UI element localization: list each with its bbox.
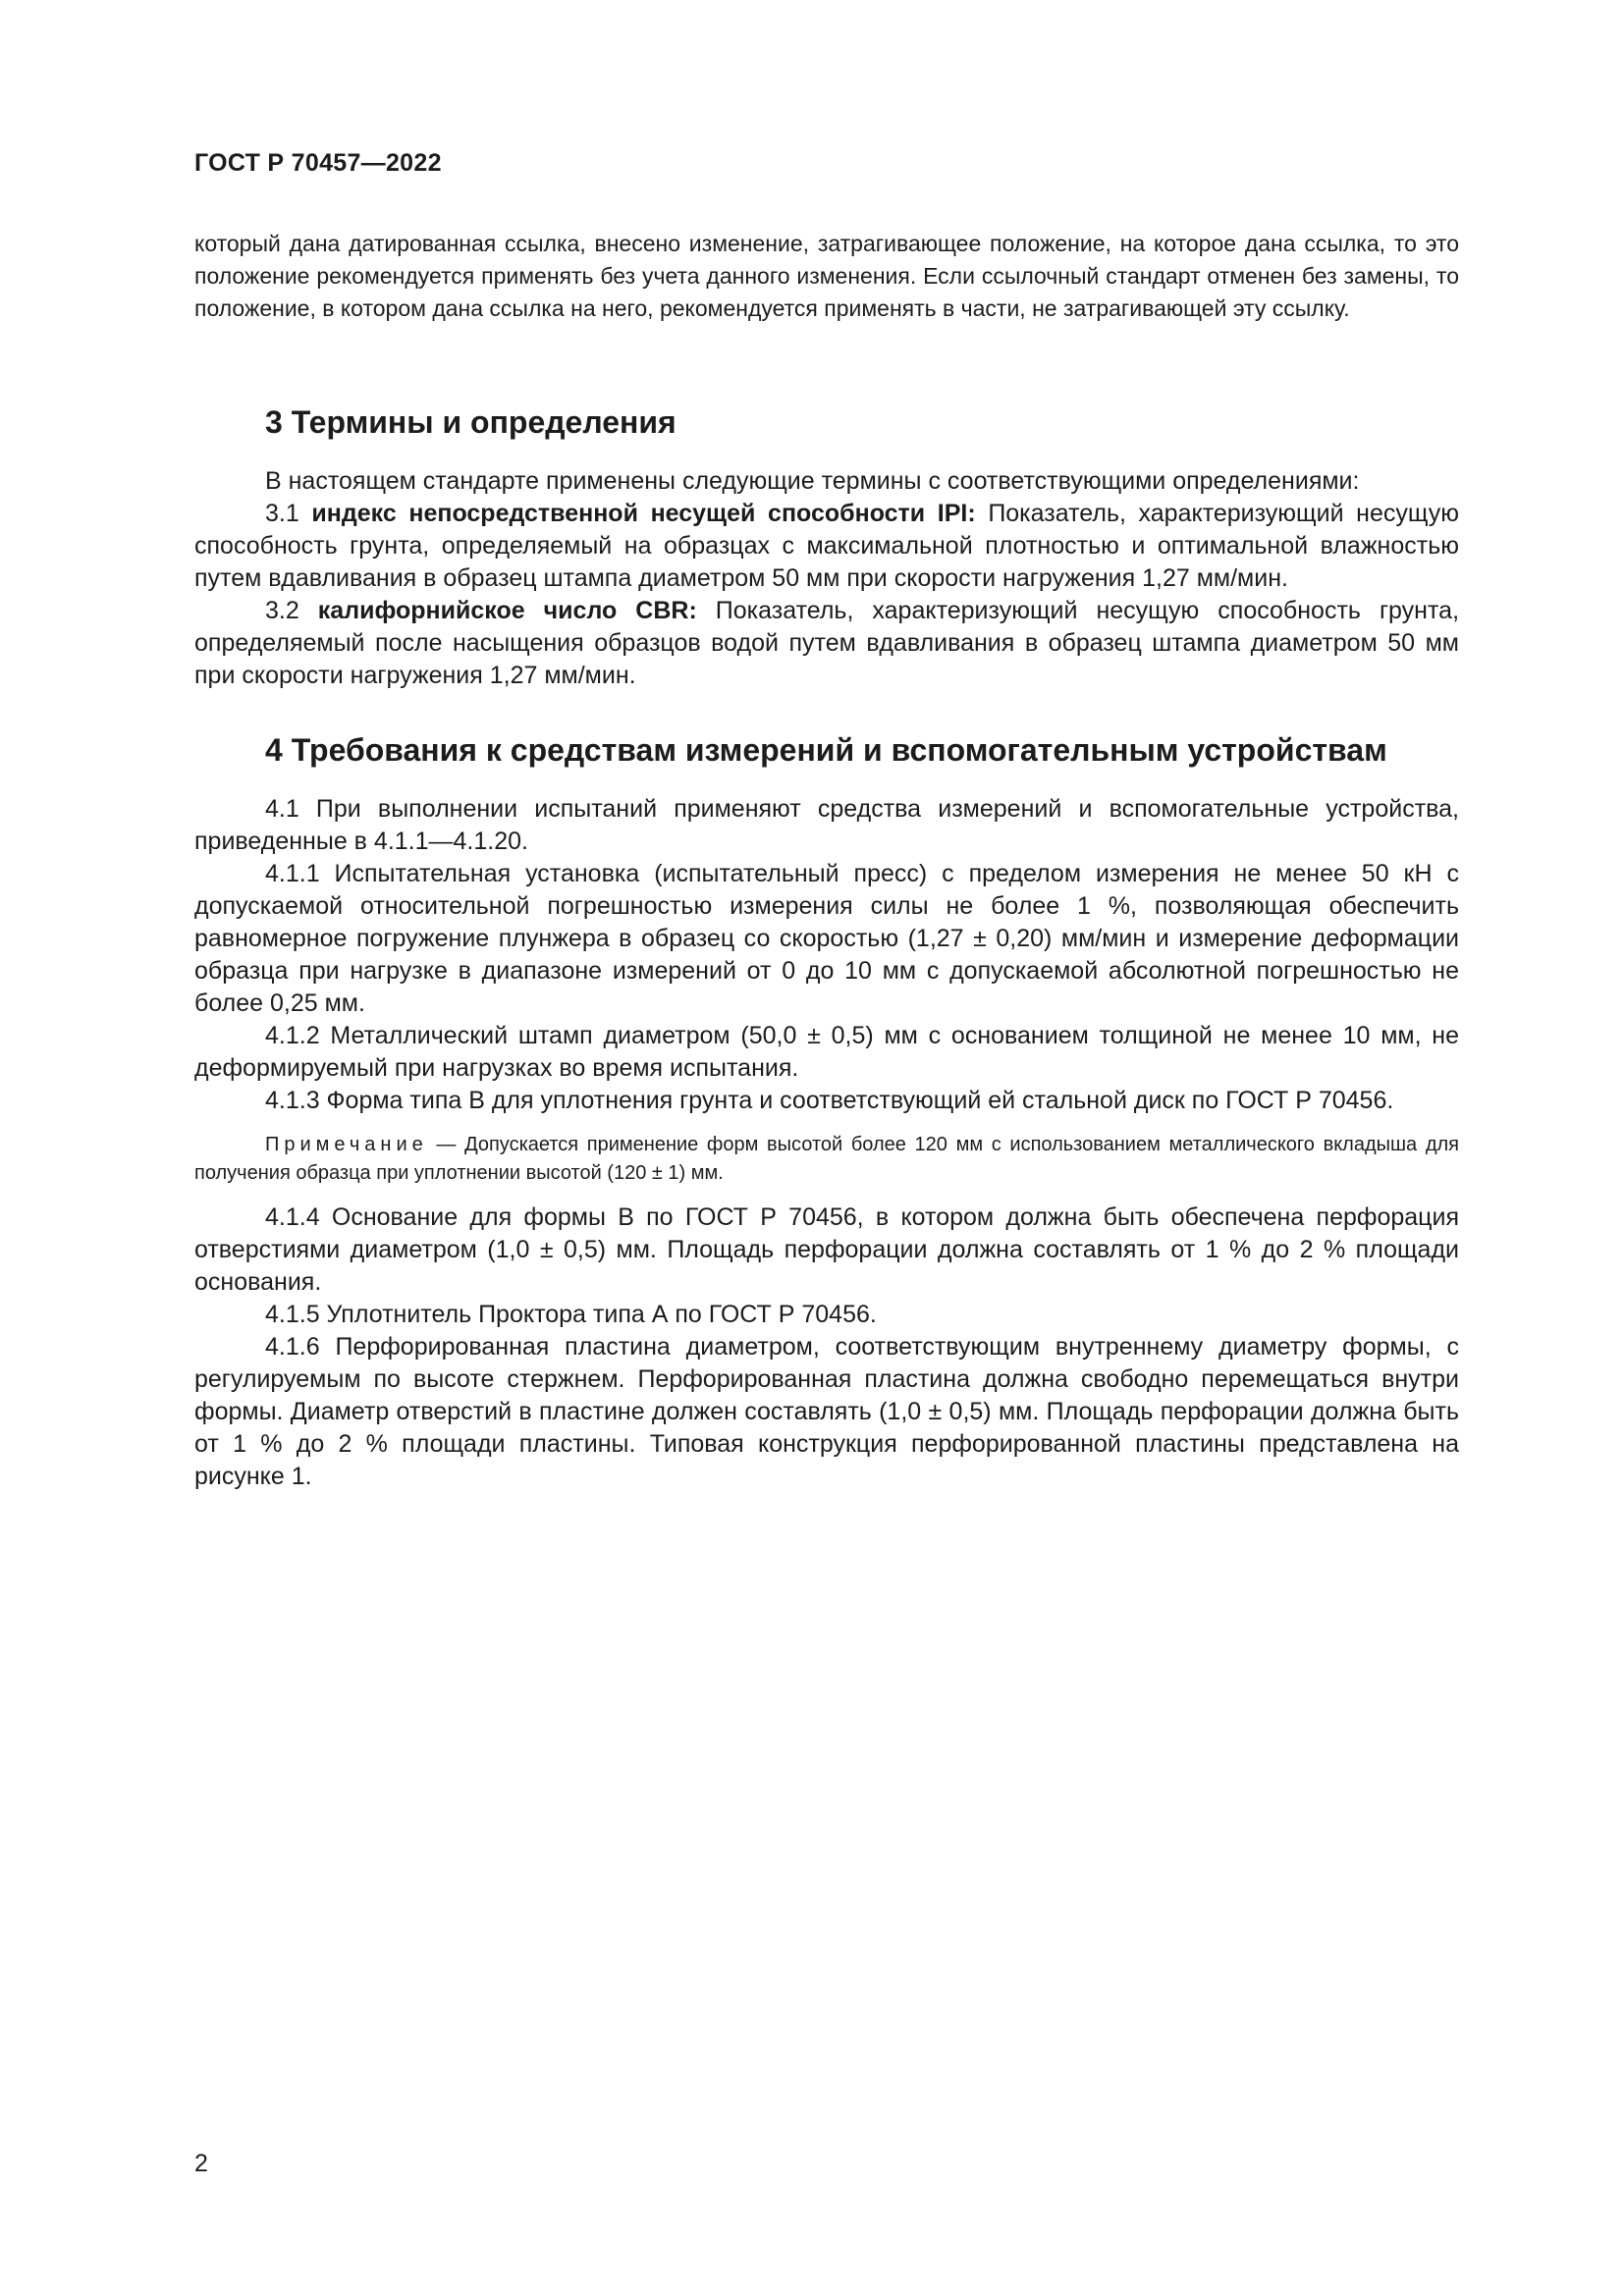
term-3-1-name: индекс непосредственной несущей способности IPI: [311, 500, 976, 527]
section-4-title: 4 Требования к средствам измерений и вспомогательным устройствам [265, 732, 1387, 768]
clause-4-1-3: 4.1.3 Форма типа В для уплотнения грунта и соответствующий ей стальной диск по ГОСТ Р 70456. [265, 1087, 1394, 1114]
term-3-1-definition: Показатель, характеризующий несущую способность грунта, определяемый на образцах с максимальной плотностью и оптимальной влажностью путем вдавливания в образец штампа диаметром 50 мм при скорости нагружения 1,27 мм/мин. [194, 500, 1459, 592]
note-text: — Допускается применение форм высотой более 120 мм с использованием металлического вкладыша для получения образца при уплотнении высотой (120 ± 1) мм. [194, 1134, 1459, 1184]
section-3-lead: В настоящем стандарте применены следующие термины с соответствующими определениями: [265, 467, 1360, 495]
intro-paragraph: который дана датированная ссылка, внесено изменение, затрагивающее положение, на которое дана ссылка, то это положение рекомендуется применять без учета данного изменения. Если ссылочный стандарт отменен без замены, то положение, в котором дана ссылка на него, рекомендуется применять в части, не затрагивающей эту ссылку. [194, 231, 1459, 321]
term-3-2-number: 3.2 [265, 597, 318, 624]
section-4-body [194, 793, 1459, 1493]
section-3-title: 3 Термины и определения [265, 404, 677, 440]
term-3-1 [194, 498, 1459, 595]
note-label: Примечание [265, 1134, 428, 1155]
clause-4-1-4: 4.1.4 Основание для формы В по ГОСТ Р 70456, в котором должна быть обеспечена перфорация отверстиями диаметром (1,0 ± 0,5) мм. Площадь перфорации должна составлять от 1 % до 2 % площади основания. [194, 1203, 1459, 1296]
clause-4-1-1: 4.1.1 Испытательная установка (испытательный пресс) с пределом измерения не менее 50 кН с допускаемой относительной погрешностью измерения силы не более 1 %, позволяющая обеспечить равномерное погружение плунжера в образец со скоростью (1,27 ± 0,20) мм/мин и измерение деформации образца при нагрузке в диапазоне измерений от 0 до 10 мм с допускаемой абсолютной погрешностью не более 0,25 мм. [194, 860, 1459, 1017]
term-3-2-definition: Показатель, характеризующий несущую способность грунта, определяемый после насыщения образцов водой путем вдавливания в образец штампа диаметром 50 мм при скорости нагружения 1,27 мм/мин. [194, 597, 1460, 689]
document-header: ГОСТ Р 70457—2022 [194, 149, 442, 177]
intro-paragraph-block [194, 228, 1459, 325]
term-3-2 [194, 595, 1459, 692]
note [194, 1131, 1459, 1188]
term-3-1-number: 3.1 [265, 500, 312, 527]
section-3-body [194, 465, 1459, 692]
term-3-2-name: калифорнийское число CBR: [317, 597, 697, 624]
clause-4-1-2: 4.1.2 Металлический штамп диаметром (50,0 ± 0,5) мм с основанием толщиной не менее 10 мм, не деформируемый при нагрузках во время испытания. [194, 1022, 1459, 1082]
clause-4-1: 4.1 При выполнении испытаний применяют средства измерений и вспомогательные устройства, приведенные в 4.1.1—4.1.20. [194, 795, 1459, 855]
clause-4-1-6: 4.1.6 Перфорированная пластина диаметром, соответствующим внутреннему диаметру формы, с регулируемым по высоте стержнем. Перфорированная пластина должна свободно перемещаться внутри формы. Диаметр отверстий в пластине должен составлять (1,0 ± 0,5) мм. Площадь перфорации должна быть от 1 % до 2 % площади пластины. Типовая конструкция перфорированной пластины представлена на рисунке 1. [194, 1333, 1459, 1490]
clause-4-1-5: 4.1.5 Уплотнитель Проктора типа А по ГОСТ Р 70456. [265, 1301, 877, 1328]
page-number: 2 [194, 2150, 208, 2177]
